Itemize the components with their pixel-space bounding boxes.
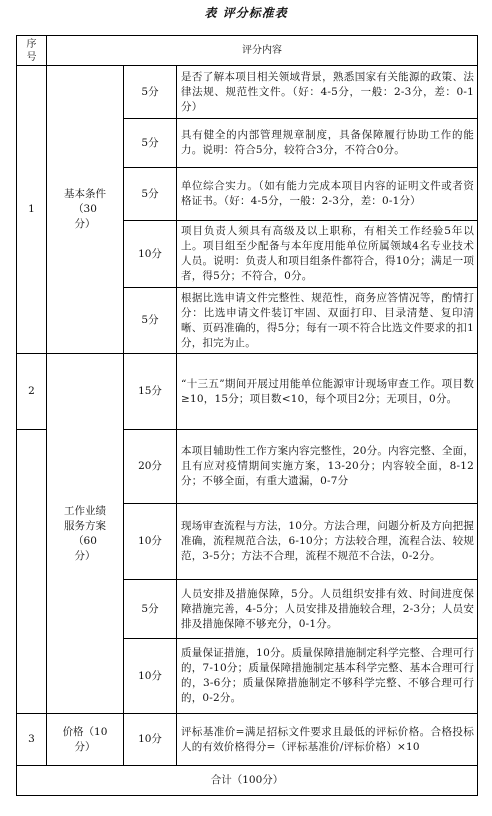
- points-cell: 15分: [124, 354, 177, 430]
- header-row: [17, 36, 478, 66]
- group-number: 2: [17, 354, 47, 430]
- points-cell: 5分: [124, 66, 177, 119]
- criteria-text: 现场审查流程与方法，10分。方法合理，问题分析及方向把握准确，流程规范合法，6-10分；方法较合理，流程合法、较规范，3-5分；方法不合理，流程不规范不合法，0-2分。: [177, 504, 478, 580]
- points-cell: 10分: [124, 639, 177, 714]
- content-header: 评分内容: [47, 36, 478, 66]
- criteria-text: 根据比选申请文件完整性、规范性，商务应答情况等，酌情打分：比选申请文件装订牢固、双面打印、目录清楚、复印清晰、页码准确的，得5分；每有一项不符合比选文件要求的扣1分，扣完为止。: [177, 288, 478, 354]
- total-cell: 合计（100分）: [17, 766, 478, 796]
- scoring-table: [16, 35, 478, 796]
- criteria-text: “十三五”期间开展过用能单位能源审计现场审查工作。项目数≥10，15分；项目数<10，每个项目2分；无项目，0分。: [177, 354, 478, 430]
- points-cell: 10分: [124, 504, 177, 580]
- group-number: 3: [17, 714, 47, 766]
- total-row: [17, 766, 478, 796]
- points-cell: 5分: [124, 168, 177, 221]
- table-title: 表 评分标准表: [204, 6, 288, 20]
- seq-header: 序 号: [17, 36, 47, 66]
- category-cell: 基本条件 （30 分）: [47, 66, 124, 354]
- group-number: 1: [17, 66, 47, 354]
- criteria-text: 本项目辅助性工作方案内容完整性，20分。内容完整、全面，且有应对疫情期间实施方案，13-20分；内容较全面，8-12分；不够全面，有重大遗漏，0-7分: [177, 430, 478, 504]
- criteria-text: 人员安排及措施保障，5分。人员组织安排有效、时间进度保障措施完善，4-5分；人员安排及措施较合理，2-3分；人员安排及措施保障不够充分，0-1分。: [177, 580, 478, 639]
- table-row: [17, 354, 478, 430]
- points-cell: 5分: [124, 119, 177, 168]
- criteria-text: 质量保证措施，10分。质量保障措施制定科学完整、合理可行的，7-10分；质量保障措施制定基本科学完整、基本合理可行的，3-6分；质量保障措施制定不够科学完整、不够合理可行的，0-2分。: [177, 639, 478, 714]
- category-cell: 工作业绩 服务方案 （60 分）: [47, 354, 124, 714]
- points-cell: 20分: [124, 430, 177, 504]
- category-cell: 价格（10 分）: [47, 714, 124, 766]
- table-row: [17, 714, 478, 766]
- criteria-text: 单位综合实力。（如有能力完成本项目内容的证明文件或者资格证书。（好：4-5分，一般：2-3分，差：0-1分）: [177, 168, 478, 221]
- points-cell: 5分: [124, 580, 177, 639]
- group-number-blank: [17, 430, 47, 714]
- criteria-text: 评标基准价=满足招标文件要求且最低的评标价格。合格投标人的有效价格得分=（评标基准价/评标价格）×10: [177, 714, 478, 766]
- criteria-text: 是否了解本项目相关领域背景，熟悉国家有关能源的政策、法律法规、规范性文件。（好：4-5分，一般：2-3分，差：0-1分）: [177, 66, 478, 119]
- criteria-text: 项目负责人须具有高级及以上职称，有相关工作经验5年以上。项目组至少配备与本年度用能单位所属领域4名专业技术人员。说明：负责人和项目组条件都符合，得10分；满足一项者，得5分；不符合，0分。: [177, 221, 478, 288]
- criteria-text: 具有健全的内部管理规章制度，具备保障履行协助工作的能力。说明：符合5分，较符合3分，不符合0分。: [177, 119, 478, 168]
- points-cell: 10分: [124, 221, 177, 288]
- points-cell: 5分: [124, 288, 177, 354]
- points-cell: 10分: [124, 714, 177, 766]
- table-row: [17, 66, 478, 119]
